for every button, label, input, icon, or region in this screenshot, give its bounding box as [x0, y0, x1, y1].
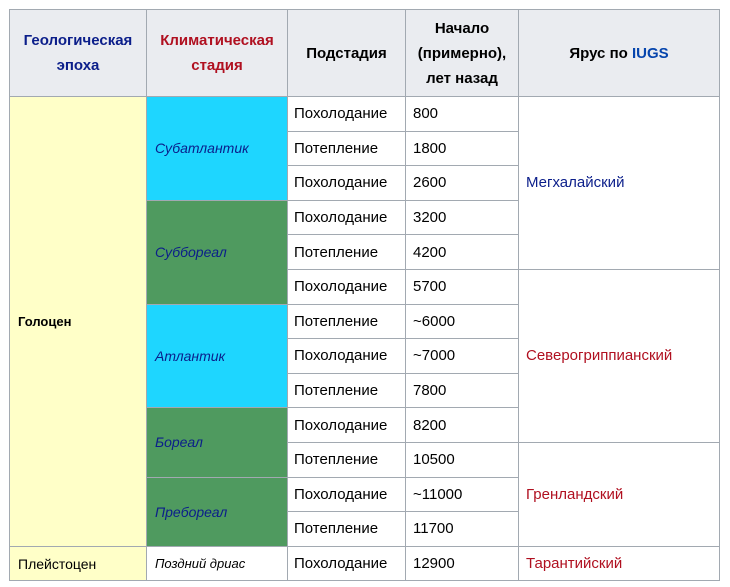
substage-cell: Похолодание — [288, 546, 406, 581]
start-cell: 10500 — [406, 442, 519, 477]
iugs-northgrippian[interactable]: Северогриппианский — [519, 269, 720, 442]
table-row — [10, 546, 720, 581]
substage-cell: Потепление — [288, 512, 406, 547]
start-cell: 12900 — [406, 546, 519, 581]
substage-cell: Похолодание — [288, 339, 406, 374]
start-cell: 3200 — [406, 200, 519, 235]
stage-boreal[interactable]: Бореал — [147, 408, 288, 477]
header-epoch: Геологическая эпоха — [10, 10, 147, 97]
substage-cell: Потепление — [288, 235, 406, 270]
start-cell: ~7000 — [406, 339, 519, 374]
header-start: Начало (примерно), лет назад — [406, 10, 519, 97]
substage-cell: Похолодание — [288, 166, 406, 201]
substage-cell: Потепление — [288, 442, 406, 477]
stage-younger-dryas[interactable]: Поздний дриас — [147, 546, 288, 581]
start-cell: ~6000 — [406, 304, 519, 339]
stage-subatlantic[interactable]: Субатлантик — [147, 97, 288, 201]
epoch-pleistocene: Плейстоцен — [10, 546, 147, 581]
stage-preboreal[interactable]: Пребореал — [147, 477, 288, 546]
iugs-link[interactable]: IUGS — [631, 44, 669, 62]
start-cell: 800 — [406, 97, 519, 132]
iugs-tarantian[interactable]: Тарантийский — [519, 546, 720, 581]
chronology-table — [9, 9, 720, 581]
header-substage: Подстадия — [288, 10, 406, 97]
start-cell: 1800 — [406, 131, 519, 166]
start-cell: 11700 — [406, 512, 519, 547]
stage-subboreal[interactable]: Суббореал — [147, 200, 288, 304]
table-row — [10, 97, 720, 132]
substage-cell: Потепление — [288, 304, 406, 339]
substage-cell: Потепление — [288, 373, 406, 408]
start-cell: 2600 — [406, 166, 519, 201]
start-cell: 8200 — [406, 408, 519, 443]
substage-cell: Похолодание — [288, 97, 406, 132]
start-cell: ~11000 — [406, 477, 519, 512]
substage-cell: Похолодание — [288, 269, 406, 304]
stage-atlantic[interactable]: Атлантик — [147, 304, 288, 408]
header-stage: Климатическая стадия — [147, 10, 288, 97]
iugs-greenlandian[interactable]: Гренландский — [519, 442, 720, 546]
substage-cell: Похолодание — [288, 408, 406, 443]
start-cell: 5700 — [406, 269, 519, 304]
start-cell: 4200 — [406, 235, 519, 270]
start-cell: 7800 — [406, 373, 519, 408]
header-row — [10, 10, 720, 97]
header-iugs: Ярус по IUGS — [519, 10, 720, 97]
substage-cell: Похолодание — [288, 477, 406, 512]
epoch-holocene: Голоцен — [10, 97, 147, 547]
substage-cell: Похолодание — [288, 200, 406, 235]
substage-cell: Потепление — [288, 131, 406, 166]
iugs-meghalayan[interactable]: Мегхалайский — [519, 97, 720, 270]
